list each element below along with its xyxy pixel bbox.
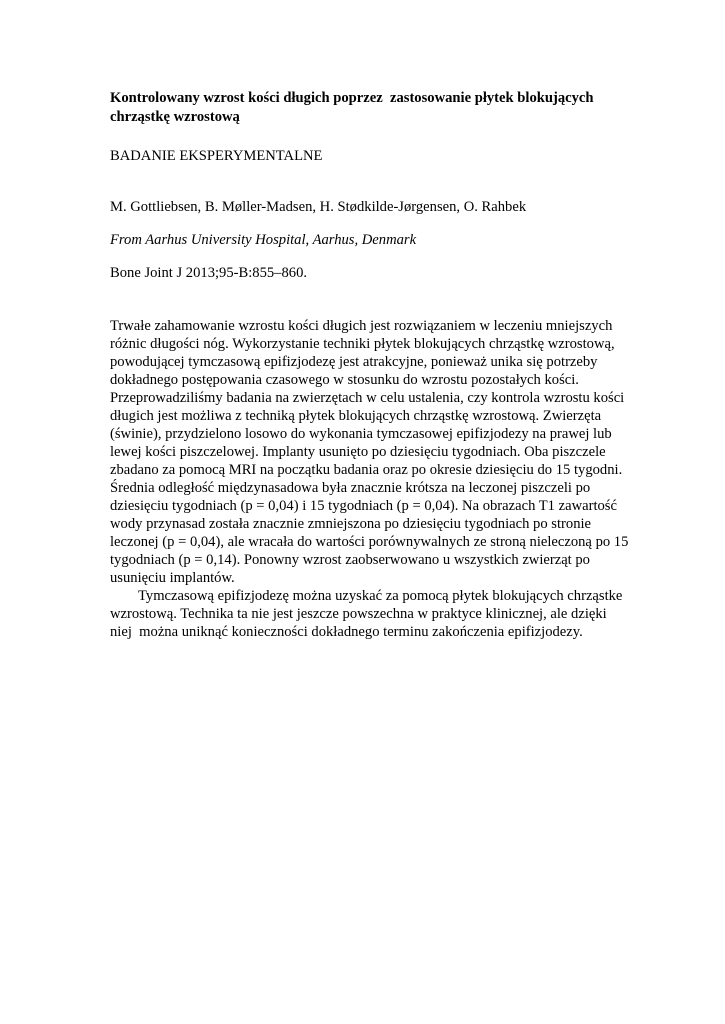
document-content xyxy=(110,89,633,641)
article-subtitle: BADANIE EKSPERYMENTALNE xyxy=(110,148,323,164)
article-abstract xyxy=(110,317,633,641)
article-title: Kontrolowany wzrost kości długich poprzez zastosowanie płytek blokujących chrząstkę wzrostową xyxy=(110,90,598,125)
article-citation: Bone Joint J 2013;95-B:855–860. xyxy=(110,265,308,281)
article-authors: M. Gottliebsen, B. Møller-Madsen, H. Stødkilde-Jørgensen, O. Rahbek xyxy=(110,199,527,215)
abstract-paragraph: Trwałe zahamowanie wzrostu kości długich jest rozwiązaniem w leczeniu mniejszych różnic długości nóg. Wykorzystanie techniki płytek blokujących chrząstkę wzrostową, powodującej tymczasową epifizjodezę jest atrakcyjne, ponieważ unika się potrzeby dokładnego postępowania czasowego w stosunku do wzrostu pozostałych kości. Przeprowadziliśmy badania na zwierzętach w celu ustalenia, czy kontrola wzrostu kości długich jest możliwa z techniką płytek blokujących chrząstkę wzrostową. Zwierzęta (świnie), przydzielono losowo do wykonania tymczasowej epifizjodezy na prawej lub lewej kości piszczelowej. Implanty usunięto po dziesięciu tygodniach. Oba piszczele zbadano za pomocą MRI na początku badania oraz po okresie dziesięciu do 15 tygodni. Średnia odległość międzynasadowa była znacznie krótsza na leczonej piszczeli po dziesięciu tygodniach (p = 0,04) i 15 tygodniach (p = 0,04). Na obrazach T1 zawartość wody przynasad została znacznie zmniejszona po dziesięciu tygodniach po stronie leczonej (p = 0,04), ale wracała do wartości porównywalnych ze stroną nieleczoną po 15 tygodniach (p = 0,14). Ponowny wzrost zaobserwowano u wszystkich zwierząt po usunięciu implantów. xyxy=(110,318,633,586)
article-affiliation: From Aarhus University Hospital, Aarhus, Denmark xyxy=(110,232,417,248)
abstract-paragraph: Tymczasową epifizjodezę można uzyskać za pomocą płytek blokujących chrząstke wzrostową. Technika ta nie jest jeszcze powszechna w praktyce klinicznej, ale dzięki niej można uniknąć konieczności dokładnego terminu zakończenia epifizjodezy. xyxy=(110,588,627,640)
